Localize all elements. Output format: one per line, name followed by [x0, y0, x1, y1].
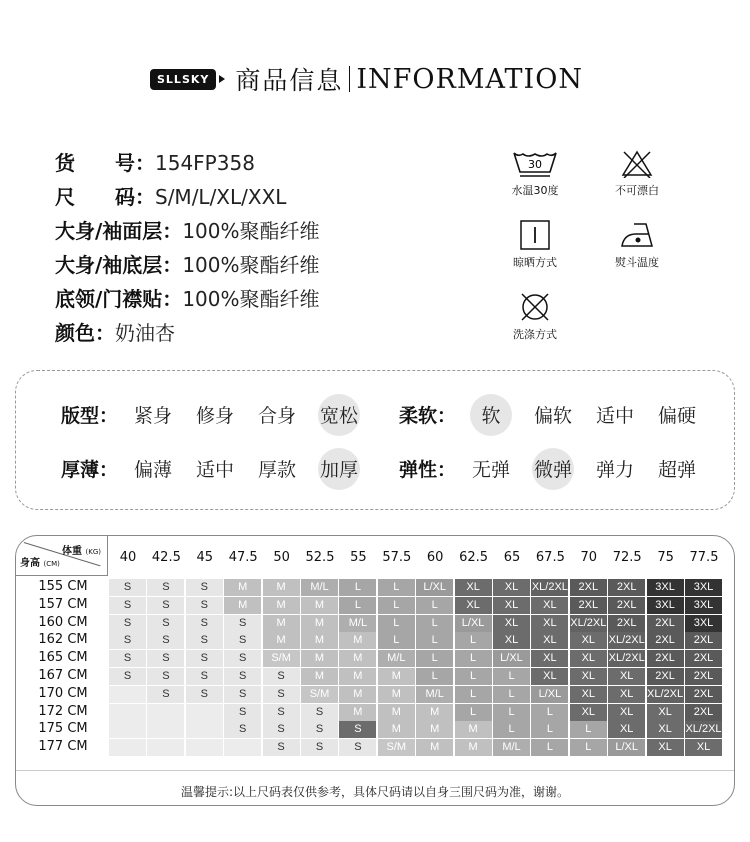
size-cell: S [186, 668, 223, 685]
care-label: 不可漂白 [615, 184, 659, 197]
size-cell: S [224, 650, 261, 667]
size-cell: L [416, 615, 453, 632]
size-note: 温馨提示:以上尺码表仅供参考，具体尺码请以自身三围尺码为准，谢谢。 [16, 770, 734, 800]
attribute-option-selected: 宽松 [308, 401, 370, 428]
size-cell: S [109, 579, 146, 596]
size-cell: 2XL [647, 668, 684, 685]
height-label: 177 CM [38, 739, 88, 755]
size-cell: S [147, 597, 184, 614]
size-cell [109, 704, 146, 721]
size-cell: XL [455, 579, 492, 596]
size-cell: L [416, 668, 453, 685]
size-cell: 2XL [647, 650, 684, 667]
size-cell: XL [570, 686, 607, 703]
size-cell: 3XL [647, 579, 684, 596]
attribute-row [61, 401, 370, 428]
size-cell: S [224, 704, 261, 721]
size-cell: S [224, 686, 261, 703]
weight-header: 52.5 [305, 550, 335, 565]
weight-header: 45 [196, 550, 214, 565]
size-cell: XL [608, 686, 645, 703]
size-cell: S [301, 704, 338, 721]
attribute-option: 适中 [596, 405, 635, 427]
size-cell: S [301, 739, 338, 756]
size-cell: M [416, 721, 453, 738]
height-label: 165 CM [38, 650, 88, 666]
size-cell: XL [531, 632, 568, 649]
attribute-row [61, 455, 370, 482]
size-cell: XL [455, 597, 492, 614]
size-cell: XL/2XL [608, 650, 645, 667]
size-cell: L [378, 615, 415, 632]
size-cell: S/M [378, 739, 415, 756]
no-tumble-icon [519, 292, 551, 322]
size-table [15, 535, 735, 806]
size-cell: XL [647, 739, 684, 756]
attribute-label: 弹性： [399, 459, 457, 481]
attribute-option: 偏薄 [134, 459, 173, 481]
size-cell: S [186, 579, 223, 596]
size-cell: M [339, 668, 376, 685]
size-cell: L [416, 632, 453, 649]
line-dry-icon [520, 220, 550, 250]
height-label: 172 CM [38, 703, 88, 719]
weight-header: 62.5 [459, 550, 489, 565]
size-cell: M [263, 615, 300, 632]
size-cell [109, 739, 146, 756]
iron-icon [620, 220, 654, 250]
weight-header: 47.5 [228, 550, 258, 565]
size-cell: L [493, 668, 530, 685]
size-cell: M [378, 721, 415, 738]
height-label: 157 CM [38, 596, 88, 612]
size-cell: XL [570, 704, 607, 721]
size-cell: S [263, 668, 300, 685]
size-cell: 2XL [685, 704, 722, 721]
size-cell: M [224, 597, 261, 614]
size-cell: S [109, 650, 146, 667]
size-cell: 2XL [685, 632, 722, 649]
size-cell: 2XL [570, 579, 607, 596]
info-item-outer: 大身/袖面层： 100%聚酯纤维 [55, 219, 320, 243]
size-cell: S [147, 579, 184, 596]
size-cell: M [339, 686, 376, 703]
size-cell: L [455, 650, 492, 667]
size-cell: 3XL [685, 597, 722, 614]
size-cell: M [301, 650, 338, 667]
size-cell: S [147, 668, 184, 685]
size-cell: L [531, 721, 568, 738]
care-washing [495, 292, 575, 342]
size-cell: L [455, 686, 492, 703]
size-cell: M [416, 739, 453, 756]
attribute-option: 偏硬 [658, 405, 697, 427]
weight-header: 40 [119, 550, 137, 565]
size-cell: XL/2XL [647, 686, 684, 703]
size-cell: L/XL [455, 615, 492, 632]
weight-header: 57.5 [382, 550, 412, 565]
attribute-label: 版型： [61, 405, 119, 427]
attribute-option: 适中 [196, 459, 235, 481]
size-cell: L [455, 668, 492, 685]
size-cell: L [378, 597, 415, 614]
weight-header: 70 [580, 550, 598, 565]
size-cell: 2XL [608, 615, 645, 632]
size-cell: XL/2XL [685, 721, 722, 738]
no-bleach-icon [620, 150, 654, 178]
weight-header: 72.5 [612, 550, 642, 565]
attribute-option: 厚款 [258, 459, 297, 481]
size-cell [147, 704, 184, 721]
size-cell: 3XL [647, 597, 684, 614]
attribute-label: 厚薄： [61, 459, 119, 481]
care-wash [495, 150, 575, 198]
size-cell: L [531, 739, 568, 756]
size-cell: XL [608, 721, 645, 738]
weight-header: 60 [426, 550, 444, 565]
size-cell: 3XL [685, 615, 722, 632]
size-cell: XL [493, 632, 530, 649]
attribute-row [399, 455, 708, 482]
attribute-option: 超弹 [658, 459, 697, 481]
size-cell: L [493, 686, 530, 703]
size-cell: L [416, 597, 453, 614]
size-cell: L [378, 632, 415, 649]
brand-logo: SLLSKY [150, 69, 216, 90]
size-cell: L [570, 721, 607, 738]
size-cell [109, 721, 146, 738]
size-cell: M [339, 704, 376, 721]
size-cell: S [224, 615, 261, 632]
size-cell: XL [647, 721, 684, 738]
size-cell [109, 686, 146, 703]
size-cell: M [263, 579, 300, 596]
size-cell [186, 739, 223, 756]
attribute-row [399, 401, 708, 428]
size-cell: M/L [339, 615, 376, 632]
size-cell: XL [608, 704, 645, 721]
size-cell: XL [493, 615, 530, 632]
size-cell [147, 721, 184, 738]
svg-text:30: 30 [528, 158, 542, 171]
size-cell: S [186, 597, 223, 614]
size-cell: S [147, 632, 184, 649]
size-cell: L [531, 704, 568, 721]
size-cell: M [378, 704, 415, 721]
size-cell: 2XL [570, 597, 607, 614]
care-label: 洗涤方式 [513, 328, 557, 341]
size-cell: L/XL [493, 650, 530, 667]
title-en: INFORMATION [356, 63, 583, 95]
attribute-option: 弹力 [596, 459, 635, 481]
size-cell: S [224, 721, 261, 738]
size-cell: L/XL [608, 739, 645, 756]
info-item-size: 尺 码： S/M/L/XL/XXL [55, 185, 287, 209]
size-cell: XL [608, 668, 645, 685]
size-cell: S [147, 686, 184, 703]
section-header [150, 62, 583, 96]
care-bleach [597, 150, 677, 198]
size-cell: 2XL [685, 686, 722, 703]
height-label: 170 CM [38, 685, 88, 701]
weight-header: 77.5 [689, 550, 719, 565]
size-cell: XL [531, 615, 568, 632]
size-cell: M [378, 668, 415, 685]
divider [349, 66, 350, 92]
size-cell: S [109, 632, 146, 649]
size-cell: M [224, 579, 261, 596]
size-cell: L/XL [531, 686, 568, 703]
title-cn: 商品信息 [235, 66, 344, 95]
care-dry [495, 220, 575, 270]
size-cell: S/M [301, 686, 338, 703]
size-cell: S [224, 668, 261, 685]
size-cell: S [301, 721, 338, 738]
size-cell: XL [493, 579, 530, 596]
attribute-option: 紧身 [134, 405, 173, 427]
size-cell: M [455, 739, 492, 756]
size-cell: L [455, 632, 492, 649]
size-cell: 2XL [608, 579, 645, 596]
size-cell: S [186, 632, 223, 649]
size-cell: S [109, 597, 146, 614]
size-cell: 2XL [685, 668, 722, 685]
care-label: 熨斗温度 [615, 256, 659, 269]
attribute-option: 修身 [196, 405, 235, 427]
weight-header: 65 [503, 550, 521, 565]
size-cell: M [263, 597, 300, 614]
size-cell: S [263, 721, 300, 738]
attribute-option-selected: 加厚 [308, 455, 370, 482]
size-cell [186, 721, 223, 738]
size-cell: XL/2XL [608, 632, 645, 649]
weight-header: 75 [657, 550, 674, 565]
size-cell: 2XL [608, 597, 645, 614]
attribute-option: 无弹 [472, 459, 511, 481]
size-cell: XL [493, 597, 530, 614]
size-cell: M [455, 721, 492, 738]
product-info [55, 146, 320, 350]
height-label: 175 CM [38, 721, 88, 737]
size-cell: 2XL [685, 650, 722, 667]
size-cell: 2XL [647, 615, 684, 632]
size-cell: XL [531, 597, 568, 614]
size-cell: M/L [416, 686, 453, 703]
size-cell: S [147, 650, 184, 667]
size-cell: XL/2XL [570, 615, 607, 632]
weight-header: 55 [350, 550, 367, 565]
info-item-collar: 底领/门襟贴： 100%聚酯纤维 [55, 287, 320, 311]
size-cell: S [263, 739, 300, 756]
size-cell: M/L [378, 650, 415, 667]
size-cell: M/L [493, 739, 530, 756]
size-cell: M [416, 704, 453, 721]
size-cell: S [109, 668, 146, 685]
size-cell: S [263, 686, 300, 703]
size-cell: L [339, 597, 376, 614]
size-cell: XL [531, 668, 568, 685]
size-cell: S [186, 686, 223, 703]
size-cell: M [339, 650, 376, 667]
care-iron [597, 220, 677, 270]
height-label: 155 CM [38, 579, 88, 594]
size-cell: S/M [263, 650, 300, 667]
wash-30-icon [512, 150, 558, 178]
info-item-code: 货 号： 154FP358 [55, 151, 255, 175]
size-cell: S [339, 721, 376, 738]
size-cell: XL [570, 650, 607, 667]
size-cell: XL [647, 704, 684, 721]
attribute-option-selected: 微弹 [522, 455, 584, 482]
info-item-lining: 大身/袖底层： 100%聚酯纤维 [55, 253, 320, 277]
size-cell: M [339, 632, 376, 649]
attribute-option: 合身 [258, 405, 297, 427]
size-cell: 3XL [685, 579, 722, 596]
table-corner-header: 体重 (KG) 身高 (CM) [16, 536, 108, 576]
size-cell: L [455, 704, 492, 721]
size-cell: 2XL [647, 632, 684, 649]
size-cell [186, 704, 223, 721]
size-cell: L/XL [416, 579, 453, 596]
size-cell: M [301, 597, 338, 614]
size-cell: M [301, 615, 338, 632]
size-cell: M/L [301, 579, 338, 596]
size-cell: XL [685, 739, 722, 756]
size-cell: M [301, 668, 338, 685]
size-cell: XL/2XL [531, 579, 568, 596]
size-cell: S [339, 739, 376, 756]
care-label: 水温30度 [511, 184, 559, 197]
size-cell: S [147, 615, 184, 632]
attribute-label: 柔软： [399, 405, 457, 427]
size-cell: M [301, 632, 338, 649]
size-cell: XL [570, 632, 607, 649]
weight-header: 42.5 [151, 550, 181, 565]
height-label: 162 CM [38, 632, 88, 648]
size-cell: S [186, 650, 223, 667]
size-cell: L [378, 579, 415, 596]
size-cell [147, 739, 184, 756]
size-cell: L [493, 721, 530, 738]
size-cell: L [416, 650, 453, 667]
attribute-option: 偏软 [534, 405, 573, 427]
size-cell: XL [570, 668, 607, 685]
size-cell: S [186, 615, 223, 632]
weight-header: 67.5 [535, 550, 565, 565]
care-label: 晾晒方式 [513, 256, 557, 269]
weight-header: 50 [273, 550, 290, 565]
attributes-panel [15, 370, 735, 510]
size-cell: M [263, 632, 300, 649]
size-cell: S [263, 704, 300, 721]
triangle-icon [219, 75, 225, 83]
height-label: 167 CM [38, 668, 88, 683]
size-cell: S [224, 632, 261, 649]
size-cell: L [570, 739, 607, 756]
attribute-option-selected: 软 [460, 401, 522, 428]
height-label: 160 CM [38, 614, 88, 630]
size-cell: S [109, 615, 146, 632]
size-cell: XL [531, 650, 568, 667]
size-cell: M [378, 686, 415, 703]
size-cell: L [339, 579, 376, 596]
size-cell: L [493, 704, 530, 721]
size-cell [224, 739, 261, 756]
info-item-color: 颜色： 奶油杏 [55, 321, 175, 345]
